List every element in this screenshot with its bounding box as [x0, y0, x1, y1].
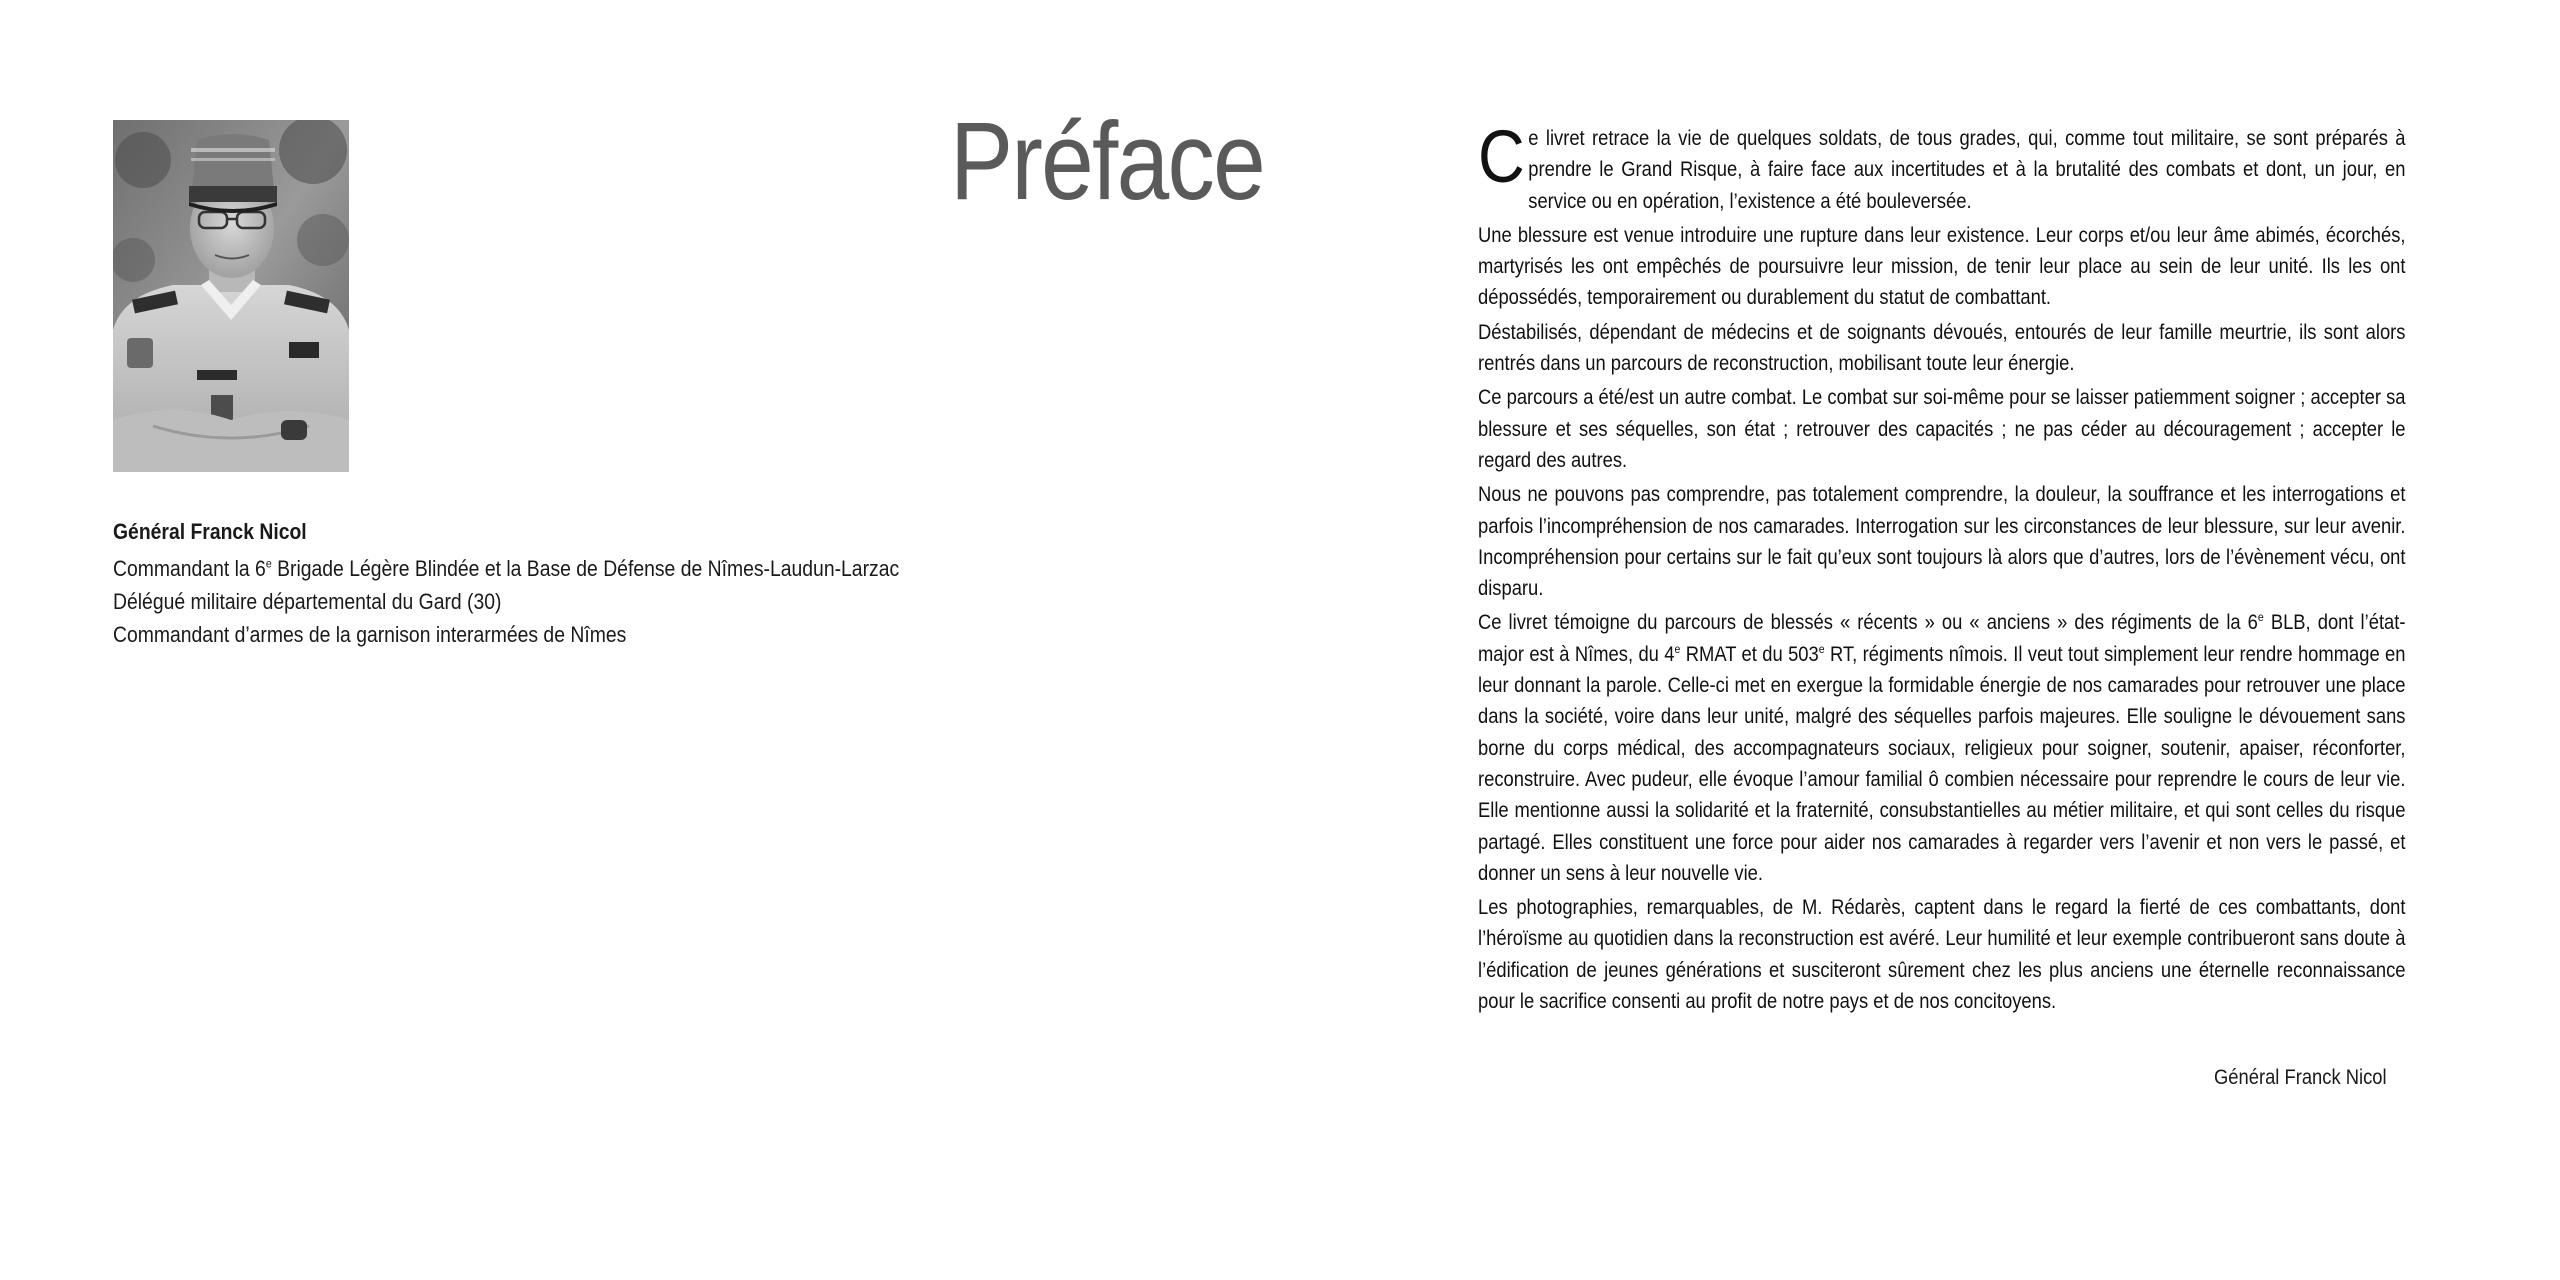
ordinal-superscript: e [265, 556, 272, 571]
preface-paragraph-2: Une blessure est venue introduire une rupture dans leur existence. Leur corps et/ou leur âme abimés, écorchés, martyrisés les ont empêchés de poursuivre leur mission, de tenir leur place au sein de leur unité. Ils les ont dépossédés, temporairement ou durablement du statut de combattant. [1478, 223, 2406, 310]
preface-paragraph-4: Ce parcours a été/est un autre combat. Le combat sur soi-même pour se laisser patiemment soigner ; accepter sa blessure et ses séquelles, son état ; retrouver des capacités ; ne pas céder au découragement ; accepter le regard des autres. [1478, 386, 2406, 472]
author-role-garrison: Commandant d’armes de la garnison interarmées de Nîmes [113, 622, 627, 647]
drop-cap: C [1478, 115, 1525, 198]
signature: Général Franck Nicol [2214, 1066, 2387, 1089]
preface-paragraph-6-a: Ce livret témoigne du parcours de blessés « récents » ou « anciens » des régiments de la 6 [1478, 611, 2258, 635]
author-caption [113, 515, 1081, 651]
preface-paragraph-6-c: RMAT et du 503 [1680, 642, 1819, 666]
preface-paragraph-6-b: BLB, dont l’état-major est à Nîmes, du 4 [1478, 611, 2406, 666]
page-title: Préface [950, 100, 1264, 223]
preface-paragraph-1-text: e livret retrace la vie de quelques soldats, de tous grades, qui, comme tout militaire, se sont préparés à prendre le Grand Risque, à faire face aux incertitudes et à la brutalité des combats et dont, un jour, en service ou en opération, l’existence a été bouleversée. [1528, 127, 2406, 213]
author-role-brigade-post: Brigade Légère Blindée et la Base de Défense de Nîmes-Laudun-Larzac [271, 556, 900, 581]
preface-body [1478, 115, 2406, 1020]
preface-paragraph-5: Nous ne pouvons pas comprendre, pas totalement comprendre, la douleur, la souffrance et les interrogations et parfois l’incompréhension de nos camarades. Interrogation sur les circonstances de leur blessure, sur leur avenir. Incompréhension pour certains sur le fait qu’eux sont toujours là alors que d’autres, lors de l’évènement vécu, ont disparu. [1478, 483, 2406, 601]
preface-paragraph-1 [1478, 115, 2406, 217]
preface-paragraph-3: Déstabilisés, dépendant de médecins et de soignants dévoués, entourés de leur famille meurtrie, ils sont alors rentrés dans un parcours de reconstruction, mobilisant toute leur énergie. [1478, 320, 2406, 376]
ordinal-superscript: e [2257, 610, 2264, 625]
preface-paragraph-7: Les photographies, remarquables, de M. Rédarès, captent dans le regard la fierté de ces combattants, dont l’héroïsme au quotidien dans la reconstruction est avéré. Leur humilité et leur exemple contribueront sans doute à l’édification de jeunes générations et susciteront sûrement chez les plus anciens une éternelle reconnaissance pour le sacrifice consenti au profit de notre pays et de nos concitoyens. [1478, 896, 2406, 1014]
author-role-brigade [113, 552, 1081, 585]
author-role-brigade-pre: Commandant la 6 [113, 556, 266, 581]
general-portrait-photo [113, 120, 349, 472]
preface-paragraph-6-d: RT, régiments nîmois. Il veut tout simplement leur rendre hommage en leur donnant la parole. Celle-ci met en exergue la formidable énergie de nos camarades pour retrouver une place dans la société, voire dans leur unité, malgré des séquelles parfois majeures. Elle souligne le dévouement sans borne du corps médical, des accompagnateurs sociaux, religieux pour soigner, soutenir, apaiser, réconforter, reconstruire. Avec pudeur, elle évoque l’amour familial ô combien nécessaire pour reprendre le cours de leur vie. Elle mentionne aussi la solidarité et la fraternité, consubstantielles au métier militaire, et qui sont celles du risque partagé. Elles constituent une force pour aider nos camarades à regarder vers l’avenir et non vers le passé, et donner un sens à leur nouvelle vie. [1478, 642, 2406, 885]
author-name: Général Franck Nicol [113, 519, 307, 544]
author-role-delegate: Délégué militaire départemental du Gard (30) [113, 589, 502, 614]
portrait-illustration [113, 120, 349, 472]
preface-paragraph-6 [1478, 607, 2406, 889]
ordinal-superscript: e [1674, 641, 1681, 656]
ordinal-superscript: e [1818, 641, 1825, 656]
